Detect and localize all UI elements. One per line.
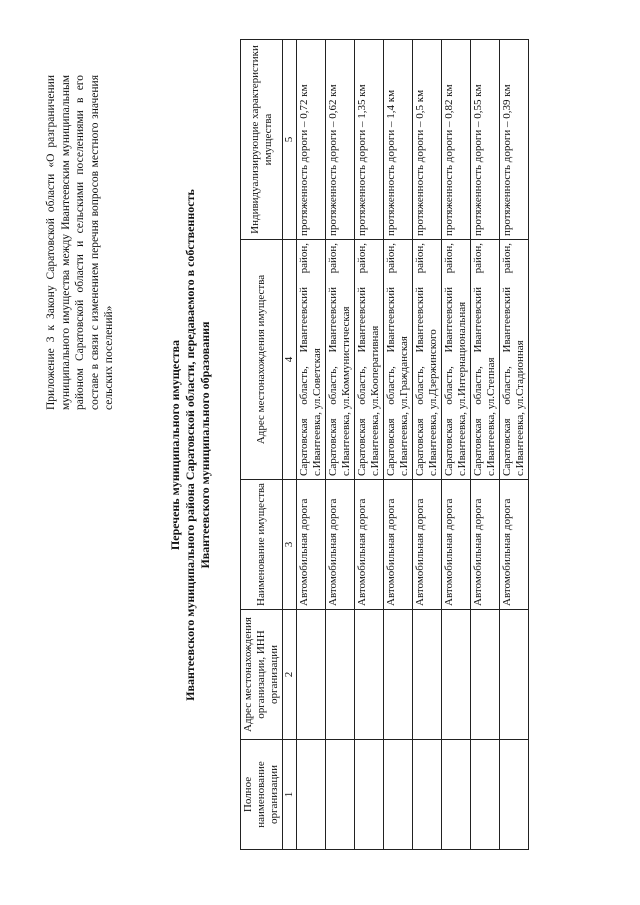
cell-property-address: Саратовская область, Ивантеевский район, с.Ивантеевка, ул.Стадионная [500,240,529,480]
table-row [471,40,500,850]
cell-characteristics: протяженность дороги – 0,72 км [297,40,326,240]
column-number: 1 [283,740,297,850]
cell-property-address: Саратовская область, Ивантеевский район, с.Ивантеевка, ул.Коммунистическая [326,240,355,480]
cell-property-name: Автомобильная дорога [413,480,442,610]
cell-property-name: Автомобильная дорога [384,480,413,610]
column-number: 5 [283,40,297,240]
cell-property-name: Автомобильная дорога [297,480,326,610]
cell-property-name: Автомобильная дорога [355,480,384,610]
cell-org-name [355,740,384,850]
cell-org-address [413,610,442,740]
table-row [297,40,326,850]
cell-org-name [413,740,442,850]
cell-property-address: Саратовская область, Ивантеевский район, с.Ивантеевка, ул.Дзержинского [413,240,442,480]
cell-property-address: Саратовская область, Ивантеевский район, с.Ивантеевка, ул.Гражданская [384,240,413,480]
header-org-address: Адрес местонахождения организации, ИНН организации [241,610,283,740]
heading-line-1: Перечень муниципального имущества [168,339,182,551]
table-row [326,40,355,850]
cell-org-address [442,610,471,740]
cell-property-name: Автомобильная дорога [442,480,471,610]
cell-property-name: Автомобильная дорога [326,480,355,610]
cell-characteristics: протяженность дороги – 0,62 км [326,40,355,240]
header-characteristics: Индивидуализирующие характеристики имущества [241,40,283,240]
cell-characteristics: протяженность дороги – 0,39 км [500,40,529,240]
cell-org-address [355,610,384,740]
column-number: 2 [283,610,297,740]
cell-property-address: Саратовская область, Ивантеевский район, с.Ивантеевка, ул.Степная [471,240,500,480]
cell-org-name [442,740,471,850]
cell-characteristics: протяженность дороги – 0,55 км [471,40,500,240]
column-number: 4 [283,240,297,480]
header-property-name: Наименование имущества [241,480,283,610]
cell-characteristics: протяженность дороги – 0,5 км [413,40,442,240]
cell-characteristics: протяженность дороги – 1,4 км [384,40,413,240]
cell-characteristics: протяженность дороги – 1,35 км [355,40,384,240]
cell-org-address [297,610,326,740]
cell-org-name [297,740,326,850]
cell-org-name [384,740,413,850]
cell-property-name: Автомобильная дорога [500,480,529,610]
heading-line-3: Ивантеевского муниципального образования [198,321,212,569]
column-number-row [283,40,297,850]
header-org-name: Полное наименование организации [241,740,283,850]
cell-org-address [326,610,355,740]
cell-org-name [326,740,355,850]
cell-property-name: Автомобильная дорога [471,480,500,610]
cell-org-name [471,740,500,850]
cell-property-address: Саратовская область, Ивантеевский район, с.Ивантеевка, ул.Кооперативная [355,240,384,480]
table-body [297,40,529,850]
table-row [355,40,384,850]
cell-characteristics: протяженность дороги – 0,82 км [442,40,471,240]
table-row [500,40,529,850]
header-property-address: Адрес местонахождения имущества [241,240,283,480]
cell-org-address [471,610,500,740]
property-table [240,39,529,850]
cell-org-name [500,740,529,850]
cell-org-address [384,610,413,740]
heading-line-2: Ивантеевского муниципального района Саратовской области, передаваемого в собственность [183,189,197,701]
cell-property-address: Саратовская область, Ивантеевский район, с.Ивантеевка, ул.Интернациональная [442,240,471,480]
document-heading [168,145,213,745]
table-row [384,40,413,850]
table-row [442,40,471,850]
table-row [413,40,442,850]
cell-property-address: Саратовская область, Ивантеевский район, с.Ивантеевка, ул.Советская [297,240,326,480]
column-number: 3 [283,480,297,610]
cell-org-address [500,610,529,740]
annex-note: Приложение 3 к Закону Саратовской области «О разграничении муниципального имущества между Ивантеевским муниципальным районом Саратовской области и сельскими поселениями в его составе в связи с изменением перечня вопросов местного значения сельских поселений» [45,75,115,410]
table-header-row [241,40,283,850]
